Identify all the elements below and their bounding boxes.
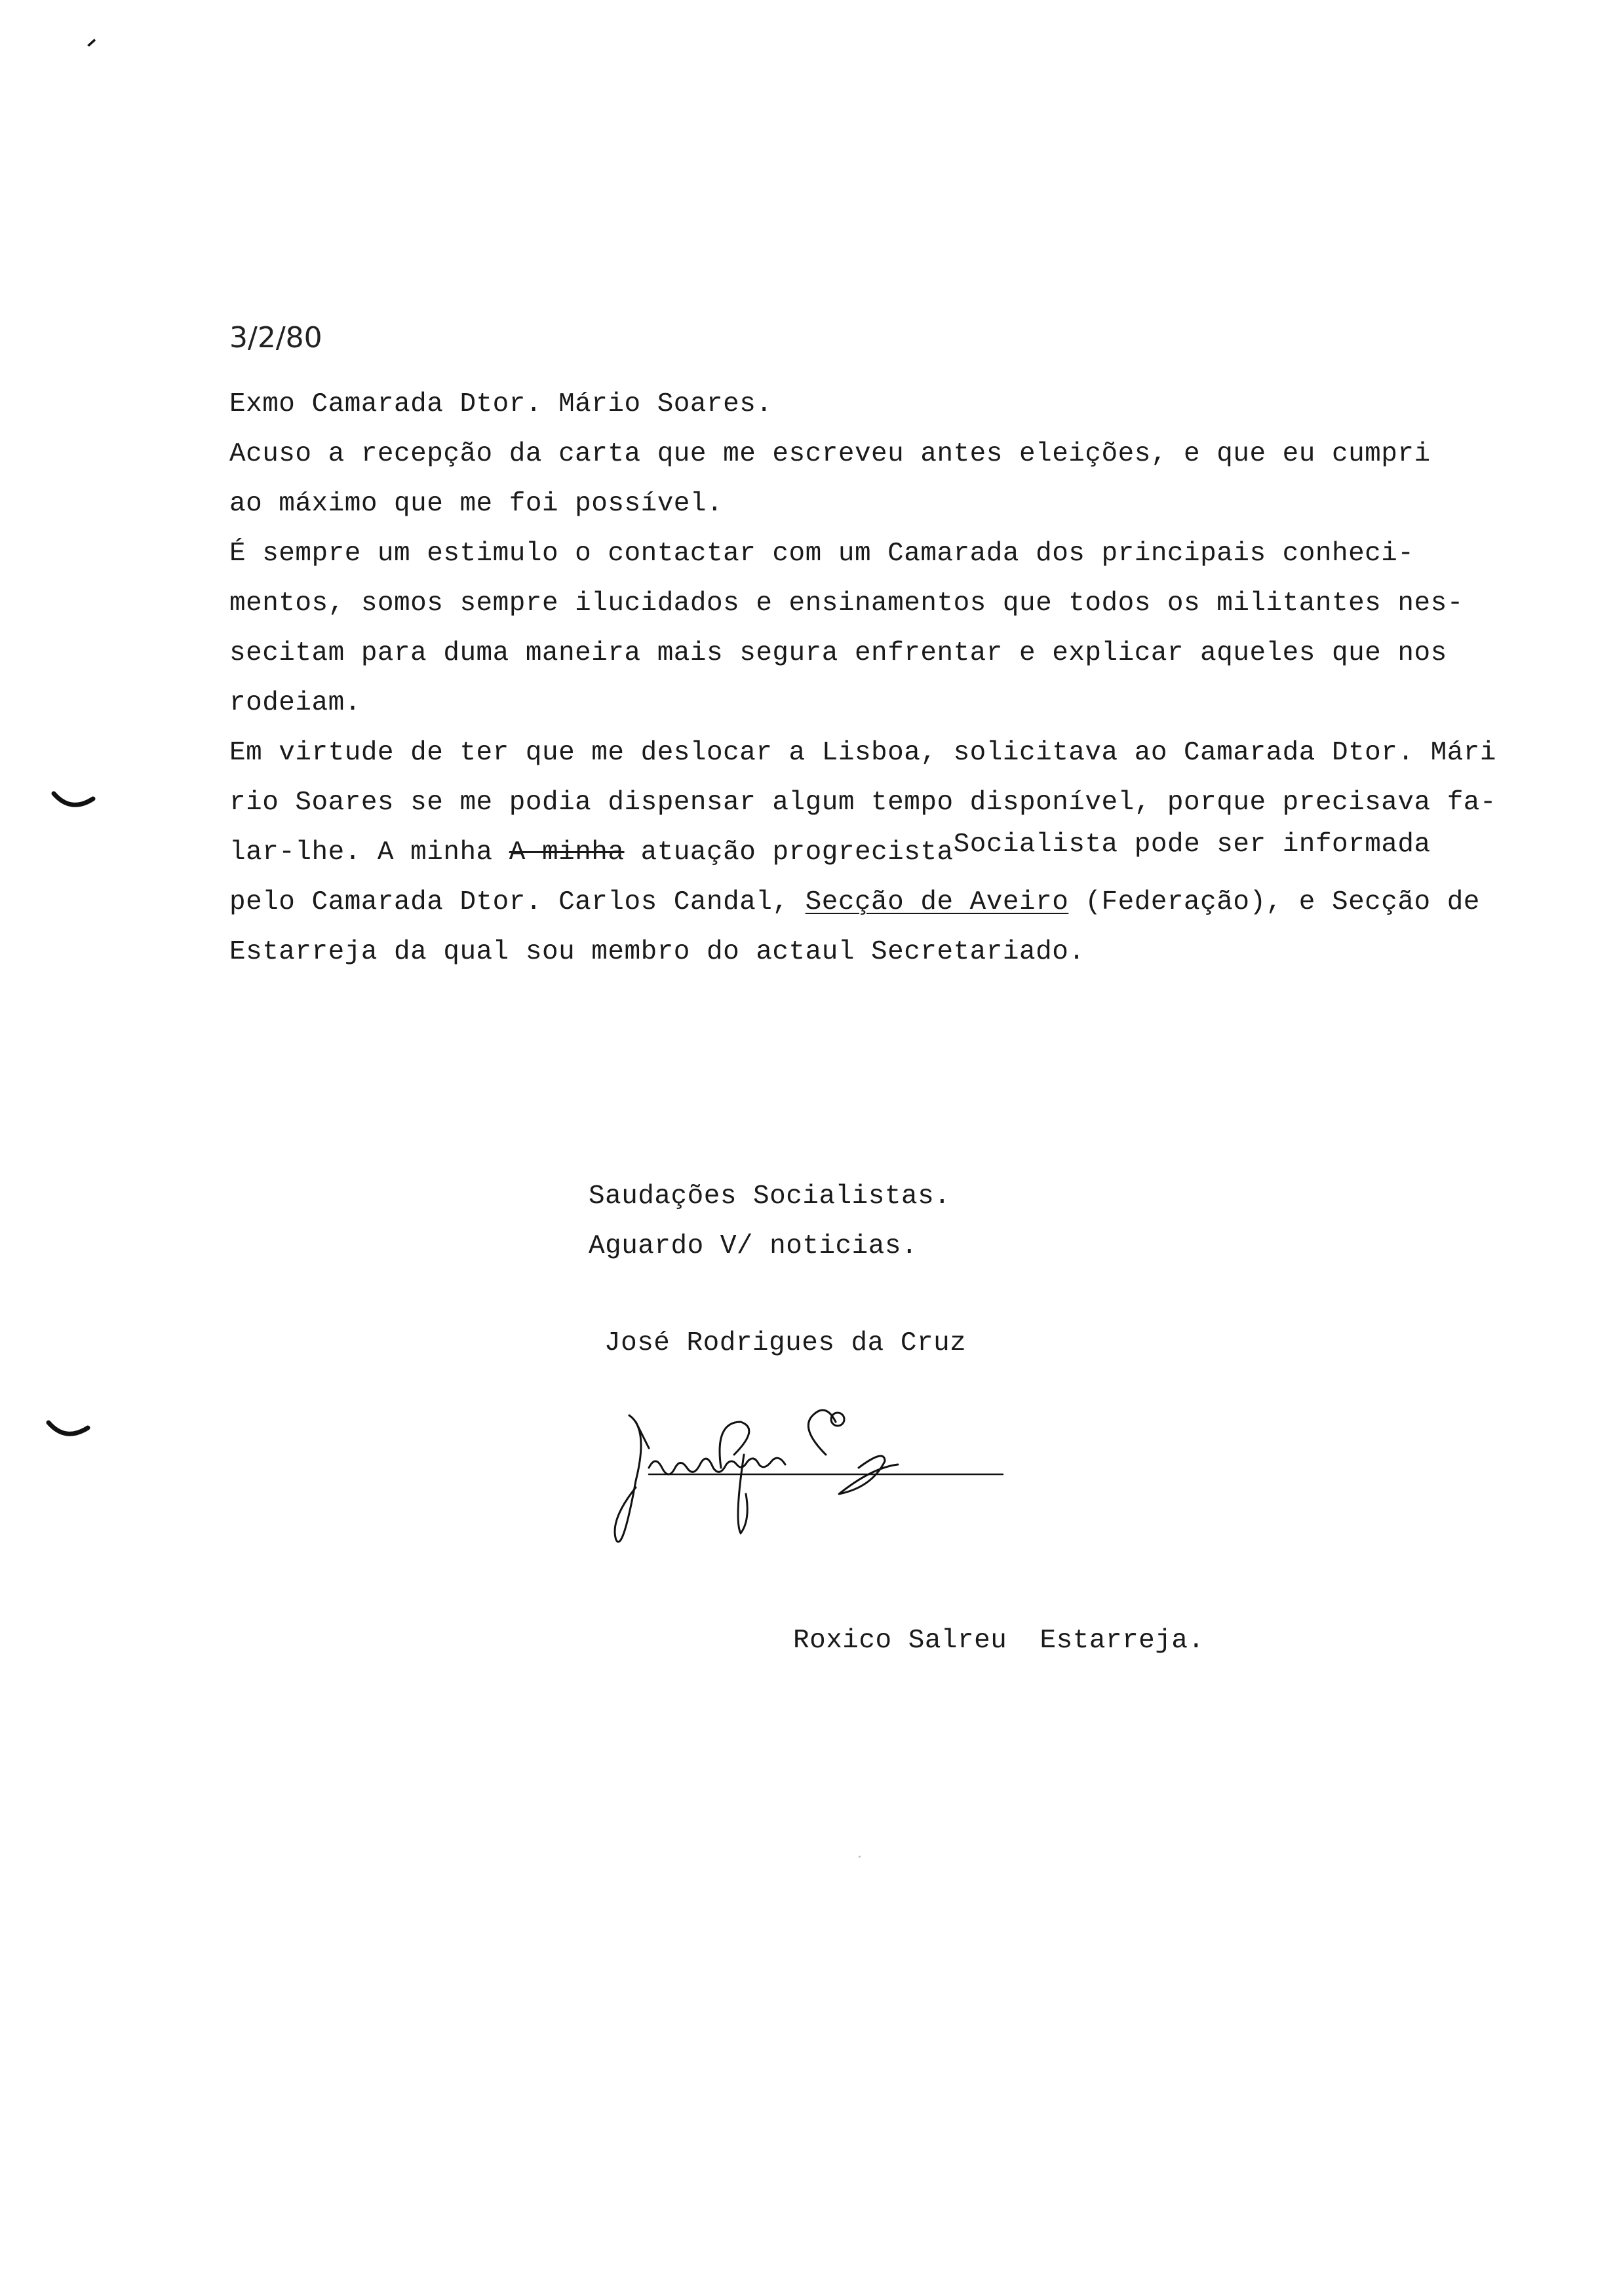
body-line-10	[229, 887, 1480, 918]
ink-speck-mark	[85, 36, 98, 49]
body-line-2: ao máximo que me foi possível.	[229, 489, 724, 519]
binder-mark-lower	[46, 1419, 92, 1445]
line9-after: Socialista pode ser informada	[953, 830, 1431, 860]
closing-line-2: Aguardo V/ noticias.	[589, 1231, 918, 1261]
body-line-11: Estarreja da qual sou membro do actaul Secretariado.	[229, 937, 1085, 967]
body-line-8: rio Soares se me podia dispensar algum tempo disponível, porque precisava fa-	[229, 788, 1497, 818]
line9-before: lar-lhe. A minha	[229, 837, 509, 868]
line10-after: (Federação), e Secção de	[1068, 887, 1480, 917]
body-line-9	[229, 830, 1431, 868]
body-line-4: mentos, somos sempre ilucidados e ensinamentos que todos os militantes nes-	[229, 588, 1464, 619]
binder-mark-upper	[51, 790, 97, 816]
handwritten-signature	[610, 1402, 1016, 1559]
letter-date: 3/2/80	[229, 321, 322, 354]
struck-text: A minha	[509, 837, 625, 868]
body-line-7: Em virtude de ter que me deslocar a Lisboa, solicitava ao Camarada Dtor. Mári	[229, 738, 1497, 768]
ink-speck-dot	[859, 1856, 861, 1858]
line9-middle: atuação progrecista	[624, 837, 954, 868]
sender-name: José Rodrigues da Cruz	[604, 1328, 967, 1358]
closing-line-1: Saudações Socialistas.	[589, 1181, 951, 1212]
body-line-1: Acuso a recepção da carta que me escreveu antes eleições, e que eu cumpri	[229, 439, 1431, 469]
body-line-3: É sempre um estimulo o contactar com um Camarada dos principais conheci-	[229, 539, 1414, 569]
sender-address: Roxico Salreu Estarreja.	[793, 1626, 1205, 1656]
underlined-text: Secção de Aveiro	[805, 887, 1069, 917]
salutation: Exmo Camarada Dtor. Mário Soares.	[229, 389, 773, 419]
body-line-5: secitam para duma maneira mais segura enfrentar e explicar aqueles que nos	[229, 638, 1447, 668]
line10-before: pelo Camarada Dtor. Carlos Candal,	[229, 887, 806, 917]
body-line-6: rodeiam.	[229, 688, 361, 718]
